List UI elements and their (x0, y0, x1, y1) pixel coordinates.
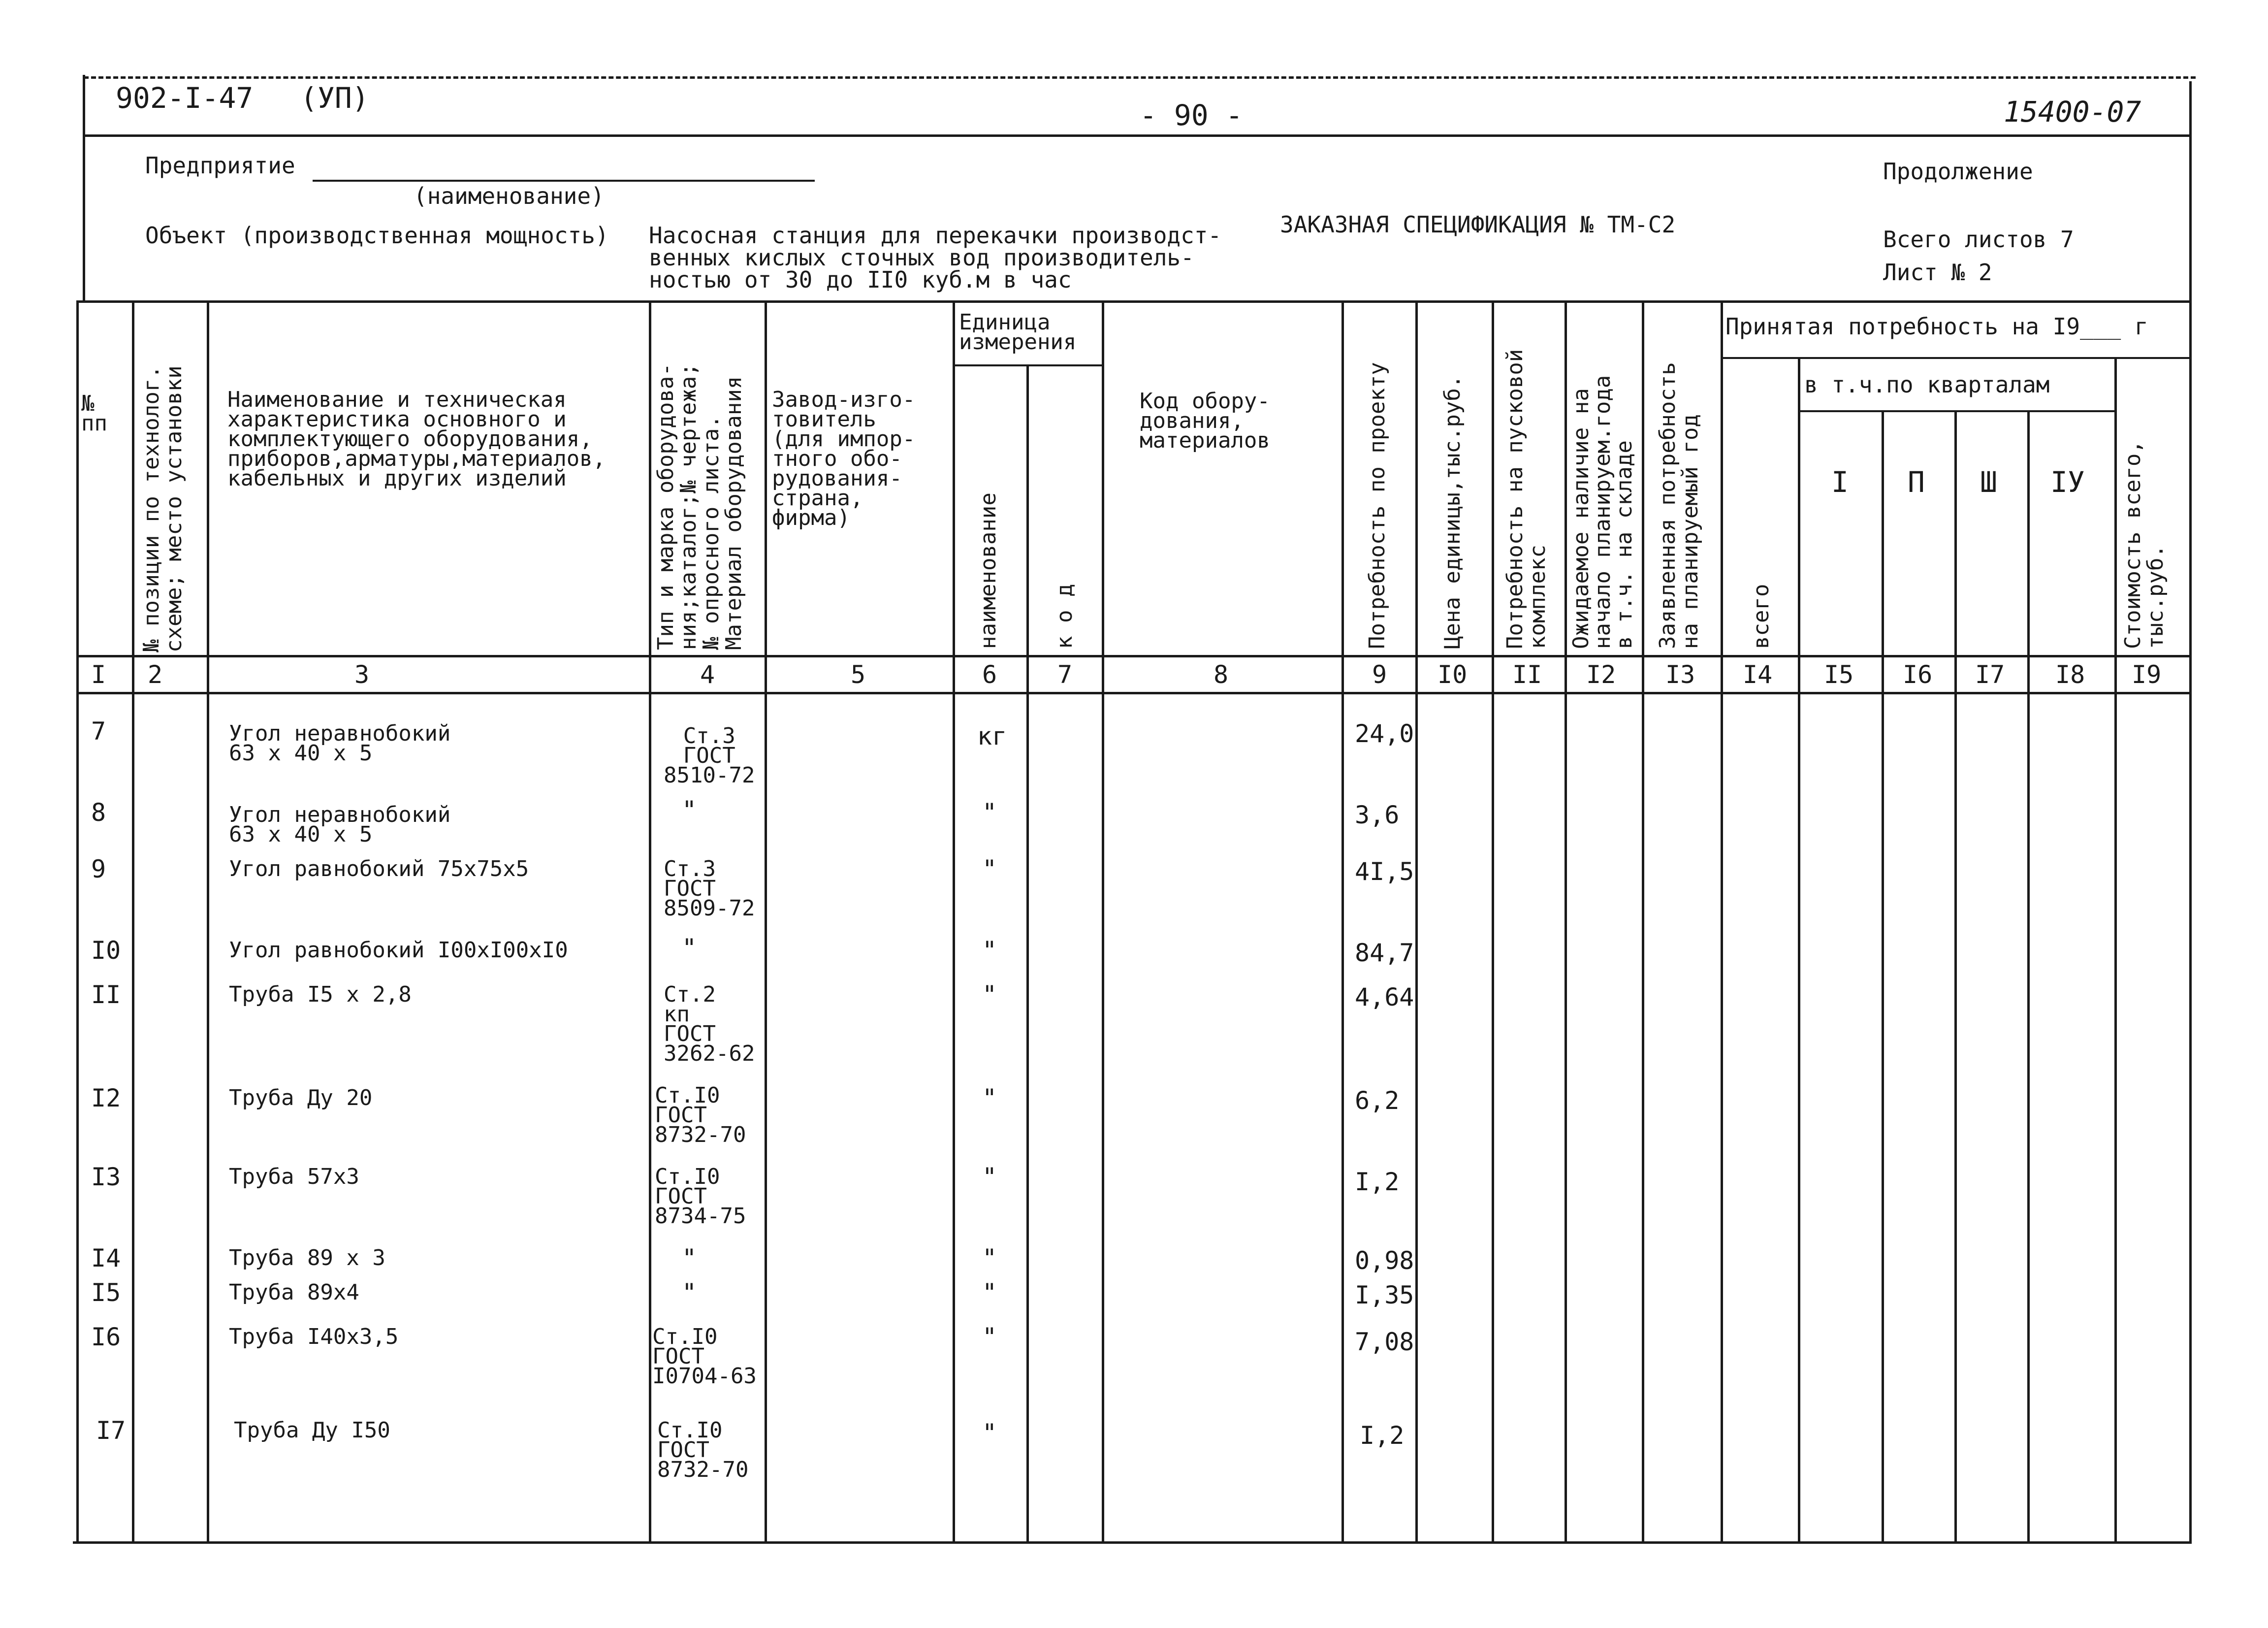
table-left (76, 300, 79, 1544)
row-unit: " (982, 1084, 997, 1112)
row-type: Ст.3 ГОСТ 8509-72 (664, 856, 755, 921)
col-line-1 (132, 300, 134, 1544)
colnum-bottom-line (78, 692, 2192, 694)
row-type: Ст.3 ГОСТ 8510-72 (664, 723, 755, 788)
object-label: Объект (производственная мощность) (145, 222, 609, 249)
row-no: I3 (91, 1163, 121, 1191)
row-type: Ст.I0 ГОСТ I0704-63 (652, 1324, 757, 1389)
row-unit: " (982, 980, 997, 1009)
table-bottom-line (73, 1541, 2192, 1544)
row-no: I7 (96, 1416, 126, 1445)
unit-group-header: Единица измерения (959, 310, 1077, 355)
col-line-11 (1565, 300, 1567, 1544)
row-unit: " (982, 1419, 997, 1447)
row-unit: " (982, 798, 997, 827)
row-qty: 24,0 (1355, 719, 1414, 748)
accepted-group-header: Принятая потребность на I9___ г (1725, 313, 2148, 340)
col-line-10 (1492, 300, 1494, 1544)
colnum-13: I3 (1665, 660, 1695, 689)
colnum-17: I7 (1975, 660, 2005, 689)
sheet-number: Лист № 2 (1883, 259, 1992, 286)
col-line-7 (1102, 300, 1104, 1544)
row-no: 9 (91, 855, 106, 883)
col-line-12 (1642, 300, 1644, 1544)
colnum-11: II (1512, 660, 1542, 689)
quarters-group-header: в т.ч.по кварталам (1804, 371, 2050, 398)
enterprise-underline (313, 180, 815, 182)
total-sheets: Всего листов 7 (1883, 226, 2074, 253)
row-no: I6 (91, 1323, 121, 1351)
col-line-2 (207, 300, 209, 1544)
row-type: Ст.I0 ГОСТ 8734-75 (655, 1164, 746, 1229)
col5-header: Завод-изго- товитель (для импор- тного обо- рудования- страна, фирма) (772, 387, 916, 530)
row-type: " (682, 796, 697, 824)
page-number: - 90 - (1140, 98, 1243, 132)
row-qty: 3,6 (1355, 801, 1400, 829)
name-hint: (наименование) (414, 183, 605, 209)
row-type: Ст.I0 ГОСТ 8732-70 (657, 1418, 749, 1482)
col-line-17 (2027, 411, 2030, 1544)
col7-header: к о д (1052, 584, 1077, 649)
col9-header: Потребность по проекту (1365, 362, 1390, 649)
object-line-2: венных кислых сточных вод производитель- (649, 244, 1194, 271)
col3-header: Наименование и техническая характеристика основного и комплектующего оборудования, приборов,арматуры,материалов, кабельных и других изделий (227, 387, 606, 491)
continuation-label: Продолжение (1883, 158, 2033, 185)
col2-header: № позиции по технолог. схеме; место установки (139, 365, 187, 652)
row-no: 7 (91, 717, 106, 746)
row-name: Угол равнобокий 75х75х5 (229, 856, 529, 881)
col-line-4 (765, 300, 767, 1544)
col19-header: Стоимость всего, тыс.руб. (2120, 440, 2168, 649)
row-name: Угол неравнобокий 63 х 40 х 5 (229, 802, 451, 847)
col-line-13 (1721, 300, 1723, 1544)
row-unit: " (982, 1323, 997, 1351)
row-qty: 84,7 (1355, 939, 1414, 967)
row-no: I0 (91, 936, 121, 965)
row-qty: I,35 (1355, 1281, 1414, 1309)
row-name: Труба I5 х 2,8 (229, 982, 412, 1007)
row-unit: " (982, 855, 997, 883)
archive-number: 15400-07 (2004, 95, 2141, 129)
colnum-6: 6 (982, 660, 997, 689)
row-name: Труба Ду 20 (229, 1085, 373, 1110)
row-name: Угол равнобокий I00хI00хI0 (229, 938, 568, 963)
row-unit: " (982, 936, 997, 965)
row-unit: " (982, 1278, 997, 1307)
header-bottom-line (78, 655, 2192, 657)
table-top-line (78, 300, 2192, 303)
row-no: I5 (91, 1278, 121, 1307)
enterprise-label: Предприятие (145, 152, 295, 179)
colnum-10: I0 (1437, 660, 1468, 689)
colnum-8: 8 (1214, 660, 1229, 689)
quarters-group-line (1799, 410, 2114, 412)
row-qty: 0,98 (1355, 1246, 1414, 1275)
row-no: I4 (91, 1244, 121, 1272)
frame-header-top (83, 134, 2192, 137)
row-type: " (682, 934, 697, 962)
col-line-14 (1798, 358, 1800, 1544)
colnum-19: I9 (2132, 660, 2162, 689)
col12-header: Ожидаемое наличие на начало планируем.года в т.ч. на складе (1568, 375, 1637, 649)
colnum-15: I5 (1824, 660, 1854, 689)
row-unit: " (982, 1163, 997, 1191)
row-no: II (91, 980, 121, 1009)
colnum-14: I4 (1743, 660, 1773, 689)
object-line-1: Насосная станция для перекачки производст- (649, 222, 1222, 249)
quarter-3-header: Ш (1980, 465, 1997, 499)
row-qty: 6,2 (1355, 1086, 1400, 1115)
col4-header: Тип и марка оборудова- ния;каталог;№ чертежа; № опросного листа. Материал оборудования (653, 363, 746, 650)
col-line-8 (1342, 300, 1344, 1544)
frame-left-top (83, 75, 85, 301)
row-name: Труба I40х3,5 (229, 1324, 399, 1349)
col10-header: Цена единицы,тыс.руб. (1440, 375, 1465, 649)
accepted-group-line (1723, 357, 2191, 359)
row-qty: 4I,5 (1355, 857, 1414, 886)
row-type: " (682, 1244, 697, 1272)
col-line-6 (1026, 365, 1029, 1544)
colnum-16: I6 (1903, 660, 1933, 689)
col14-header: всего (1749, 584, 1774, 649)
col11-header: Потребность на пусковой комплекс (1502, 349, 1550, 649)
colnum-3: 3 (354, 660, 370, 689)
row-qty: I,2 (1360, 1421, 1405, 1450)
col6-header: наименование (976, 492, 1001, 649)
doc-code: 902-I-47 (116, 81, 254, 115)
spec-title: ЗАКАЗНАЯ СПЕЦИФИКАЦИЯ № ТМ-С2 (1280, 211, 1676, 238)
colnum-5: 5 (851, 660, 866, 689)
album-label: (УП) (300, 81, 369, 115)
row-unit: кг (977, 722, 1007, 750)
col1-header: № пп (81, 391, 107, 436)
col-line-9 (1415, 300, 1418, 1544)
col-line-16 (1954, 411, 1957, 1544)
row-type: Ст.I0 ГОСТ 8732-70 (655, 1083, 746, 1147)
object-line-3: ностью от 30 до II0 куб.м в час (649, 266, 1072, 293)
row-name: Труба 89х4 (229, 1280, 359, 1305)
colnum-7: 7 (1057, 660, 1073, 689)
row-name: Труба 57х3 (229, 1164, 359, 1189)
row-no: I2 (91, 1084, 121, 1112)
quarter-4-header: IУ (2050, 465, 2085, 499)
colnum-4: 4 (700, 660, 715, 689)
row-unit: " (982, 1244, 997, 1272)
colnum-12: I2 (1586, 660, 1616, 689)
col-line-3 (649, 300, 651, 1544)
col13-header: Заявленная потребность на планируемый год (1655, 362, 1703, 649)
row-name: Угол неравнобокий 63 х 40 х 5 (229, 721, 451, 766)
col8-header: Код обору- дования, материалов (1140, 389, 1270, 453)
colnum-18: I8 (2055, 660, 2085, 689)
row-type: " (682, 1278, 697, 1307)
row-type: Ст.2 кп ГОСТ 3262-62 (664, 982, 755, 1066)
colnum-2: 2 (148, 660, 163, 689)
col-line-5 (953, 300, 955, 1544)
col-line-15 (1882, 411, 1884, 1544)
top-dashed-border (84, 76, 2196, 79)
colnum-1: I (91, 660, 106, 689)
row-qty: 7,08 (1355, 1328, 1414, 1356)
quarter-1-header: I (1831, 465, 1849, 499)
colnum-9: 9 (1372, 660, 1387, 689)
row-qty: I,2 (1355, 1168, 1400, 1196)
row-name: Труба Ду I50 (234, 1418, 390, 1443)
col-line-18 (2114, 358, 2117, 1544)
quarter-2-header: П (1908, 465, 1925, 499)
row-qty: 4,64 (1355, 983, 1414, 1011)
row-name: Труба 89 х 3 (229, 1245, 385, 1270)
row-no: 8 (91, 798, 106, 827)
